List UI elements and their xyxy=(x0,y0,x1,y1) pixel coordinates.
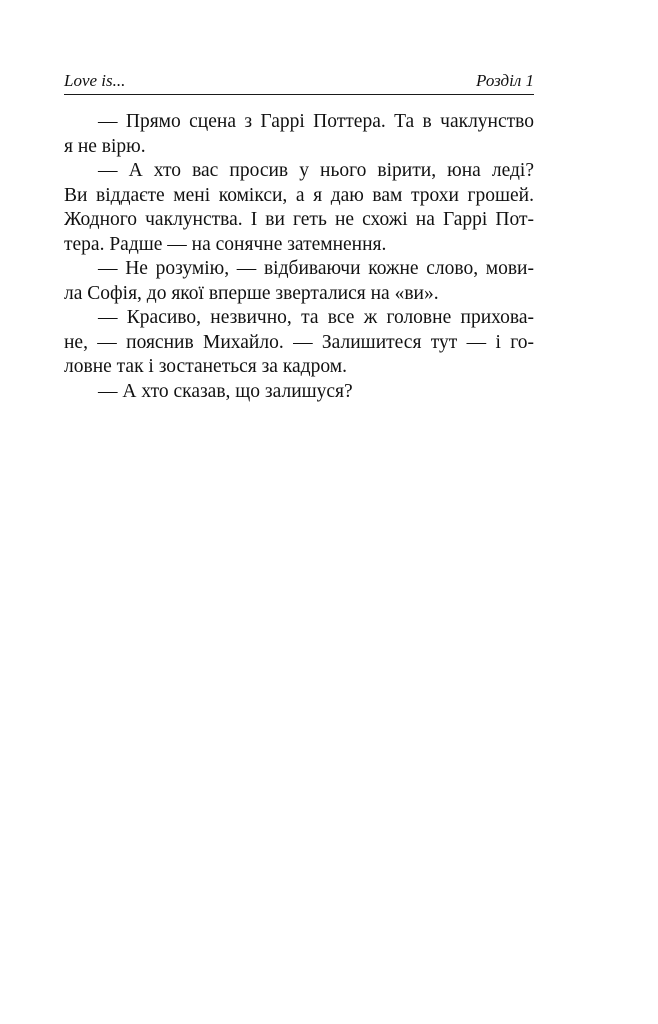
text-line: — Красиво, незвично, та все ж головне прихова- xyxy=(98,307,534,328)
text-line: — Не розумію, — відбиваючи кожне слово, мови- xyxy=(98,258,534,279)
page-body-text xyxy=(64,110,534,404)
text-line: тера. Радше — на сонячне затемнення. xyxy=(64,233,387,255)
book-title: Love is... xyxy=(64,71,126,90)
text-line: Ви віддаєте мені комікси, а я даю вам трохи грошей. xyxy=(64,184,534,206)
text-line: Жодного чаклунства. І ви геть не схожі на Гаррі Пот- xyxy=(64,209,534,230)
text-line: ловне так і зостанеться за кадром. xyxy=(64,356,347,377)
chapter-label: Розділ 1 xyxy=(476,71,534,90)
running-header xyxy=(64,70,534,95)
text-line: — А хто вас просив у нього вірити, юна леді? xyxy=(98,160,534,181)
text-line: ла Софія, до якої вперше зверталися на «ви». xyxy=(64,282,439,304)
text-line: я не вірю. xyxy=(64,135,146,157)
text-line: не, — пояснив Михайло. — Залишитеся тут — і го- xyxy=(64,331,534,353)
text-line: — Прямо сцена з Гаррі Поттера. Та в чаклунство xyxy=(98,111,534,132)
text-line: — А хто сказав, що залишуся? xyxy=(98,380,353,402)
